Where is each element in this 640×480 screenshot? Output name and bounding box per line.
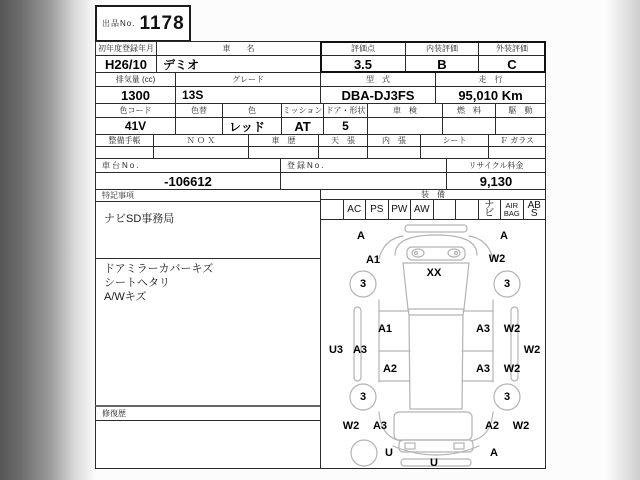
damage-marker: W2 [342,420,360,432]
equipment-cell: PW [388,200,411,219]
equipment-label: 装 備 [320,189,546,200]
damage-marker: A3 [475,363,491,375]
chassis-no-value: -106612 [95,172,281,190]
damage-marker: A3 [475,323,491,335]
doors-label: ドア・形状 [323,103,368,118]
note-line: ドアミラーカバーキズ [104,263,214,275]
equipment-cell: AC [343,200,366,219]
equipment-cell: PS [365,200,388,219]
repair-history-value [95,420,321,469]
fuel-value [442,117,496,135]
auction-sheet-table [95,41,547,469]
damage-marker: U [430,457,438,469]
first-reg-value: H26/10 [95,55,157,73]
color-value: レッド [222,117,282,135]
damage-marker: A1 [365,254,381,266]
damage-marker: U [385,447,393,459]
damage-marker: 3 [359,391,367,403]
score-value: 3.5 [320,55,406,73]
note-line: A/Wキズ [104,291,147,303]
damage-marker: W2 [503,323,521,335]
damage-marker: 3 [359,278,367,290]
color-change-label: 色替 [175,103,223,118]
model-code-value: DBA-DJ3FS [320,86,436,104]
damage-marker: A3 [372,420,388,432]
displacement-value: 1300 [95,86,176,104]
equipment-row [320,199,546,220]
damage-marker: A2 [382,363,398,375]
interior-grade-label: 内装評価 [405,41,479,56]
reg-no-value [280,172,447,190]
note-line: シートヘタリ [104,277,170,289]
drive-value [495,117,546,135]
chassis-no-label: 車台No. [95,158,281,173]
damage-marker: 3 [503,278,511,290]
reg-no-label: 登録No. [280,158,447,173]
repair-history-label: 修復歴 [95,405,321,421]
headliner-label: 天 張 [318,134,368,147]
equipment-cell: ABS [523,200,546,219]
equipment-cell: AW [410,200,433,219]
auction-number-box [95,5,191,42]
mileage-value: 95,010 Km [435,86,546,104]
special-notes-label: 特記事項 [95,189,321,202]
recycle-fee-label: リサイクル料金 [446,158,546,173]
damage-marker: A1 [377,323,393,335]
damage-marker: A [490,447,498,459]
color-code-value: 41V [95,117,176,135]
first-reg-label: 初年度登録年月 [95,41,157,56]
color-change-value [175,117,223,135]
car-history-label: 車 歴 [248,134,319,147]
equipment-cell [321,200,343,219]
car-name-value: デミオ [156,55,321,73]
page-shadow-left [0,0,96,480]
fuel-label: 燃 料 [442,103,496,118]
nox-label: Ｎ Ｏ Ｘ [153,134,249,147]
special-note-2 [95,258,321,406]
auction-number-value: 1178 [139,12,185,34]
damage-marker: U3 [328,344,344,356]
damage-marker: A3 [352,344,368,356]
grade-label: グレード [175,72,321,87]
damage-marker: W2 [488,253,506,265]
seat-label: シート [420,134,489,147]
interior-grade-value: B [405,55,479,73]
damage-marker: W2 [523,344,541,356]
damage-marker: A [500,230,508,242]
drive-label: 駆 動 [495,103,546,118]
equipment-cell: AIR BAG [500,200,523,219]
model-code-label: 型 式 [320,72,436,87]
doors-value: 5 [323,117,368,135]
shaken-label: 車 検 [367,103,443,118]
damage-marker: W2 [512,420,530,432]
transmission-value: AT [281,117,324,135]
front-glass-label: Ｆ ガラス [488,134,546,147]
equipment-cell [455,200,478,219]
damage-marker: A [357,230,365,242]
color-label: 色 [222,103,282,118]
equipment-cell: ナビ [478,200,501,219]
auction-number-label: 出品No. [102,19,136,28]
damage-marker: XX [426,267,442,279]
exterior-grade-value: C [478,55,546,73]
car-damage-diagram [320,219,546,469]
transmission-label: ミッション [281,103,324,118]
mileage-label: 走 行 [435,72,546,87]
service-book-label: 整備手帳 [95,134,154,147]
damage-marker: W2 [503,363,521,375]
shaken-value [367,117,443,135]
recycle-fee-value: 9,130 [446,172,546,190]
equipment-cell [433,200,456,219]
car-name-label: 車 名 [156,41,321,56]
damage-marker: 3 [503,391,511,403]
door-trim-label: 内 張 [367,134,421,147]
displacement-label: 排気量 (cc) [95,72,176,87]
score-label: 評価点 [320,41,406,56]
color-code-label: 色コード [95,103,176,118]
exterior-grade-label: 外装評価 [478,41,546,56]
special-note-1: ナビSD事務局 [95,201,321,259]
page-shadow-right [606,0,640,480]
grade-value: 13S [175,86,321,104]
damage-marker: A2 [484,420,500,432]
